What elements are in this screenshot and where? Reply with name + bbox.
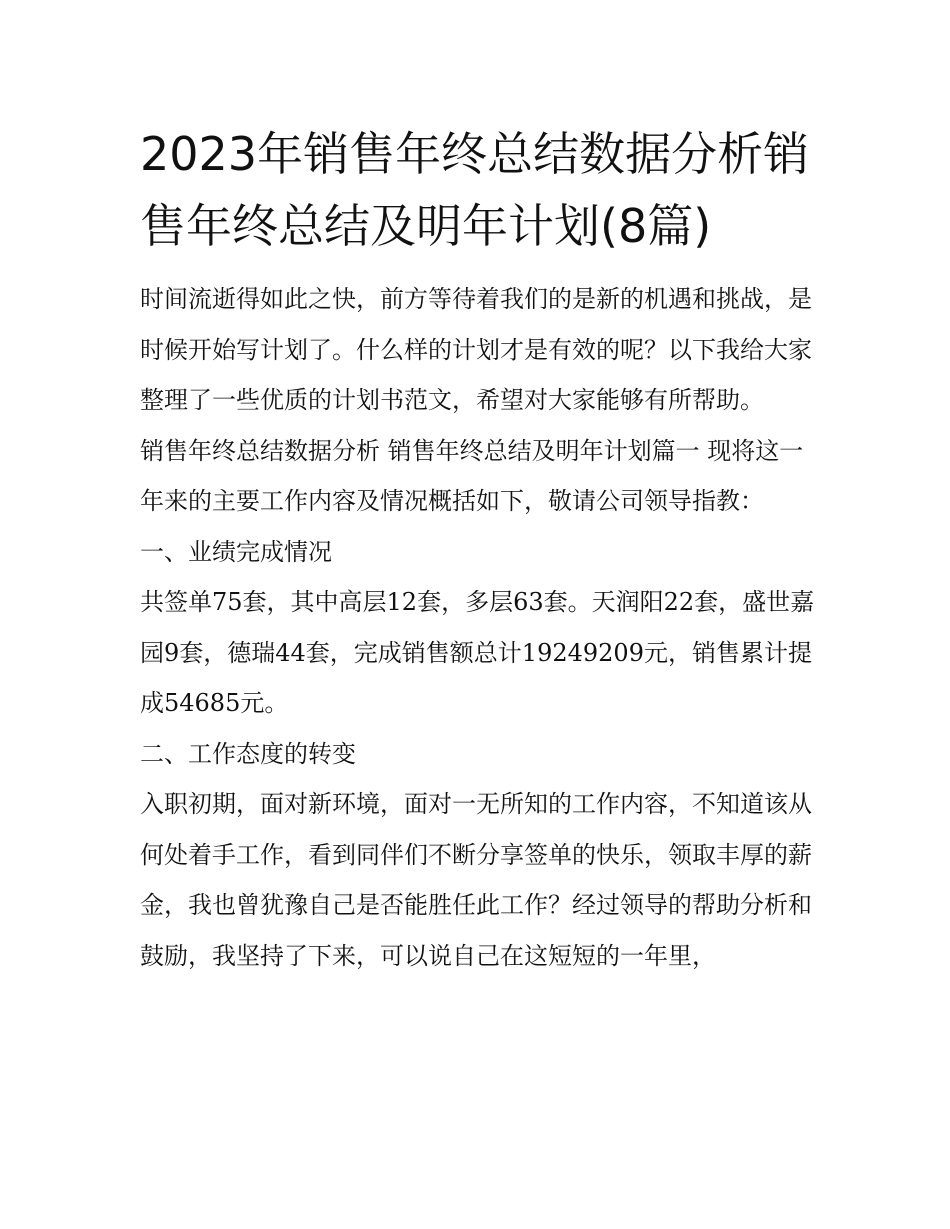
document-title: 2023年销售年终总结数据分析销售年终总结及明年计划(8篇) (140, 127, 810, 253)
document-page (140, 118, 820, 981)
heading-performance: 一、业绩完成情况 (140, 537, 332, 566)
paragraph-section-intro: 销售年终总结数据分析 销售年终总结及明年计划篇一 现将这一年来的主要工作内容及情况概括如下，敬请公司领导指教： (140, 436, 804, 515)
paragraph-intro: 时间流逝得如此之快，前方等待着我们的是新的机遇和挑战，是时候开始写计划了。什么样的计划才是有效的呢？以下我给大家整理了一些优质的计划书范文，希望对大家能够有所帮助。 (140, 285, 812, 414)
paragraph-attitude: 入职初期，面对新环境，面对一无所知的工作内容，不知道该从何处着手工作，看到同伴们不断分享签单的快乐，领取丰厚的薪金，我也曾犹豫自己是否能胜任此工作？经过领导的帮助分析和鼓励，我坚持了下来，可以说自己在这短短的一年里， (140, 790, 812, 970)
paragraph-performance: 共签单75套，其中高层12套，多层63套。天润阳22套，盛世嘉园9套，德瑞44套，完成销售额总计19249209元，销售累计提成54685元。 (140, 588, 815, 717)
heading-attitude: 二、工作态度的转变 (140, 739, 356, 768)
